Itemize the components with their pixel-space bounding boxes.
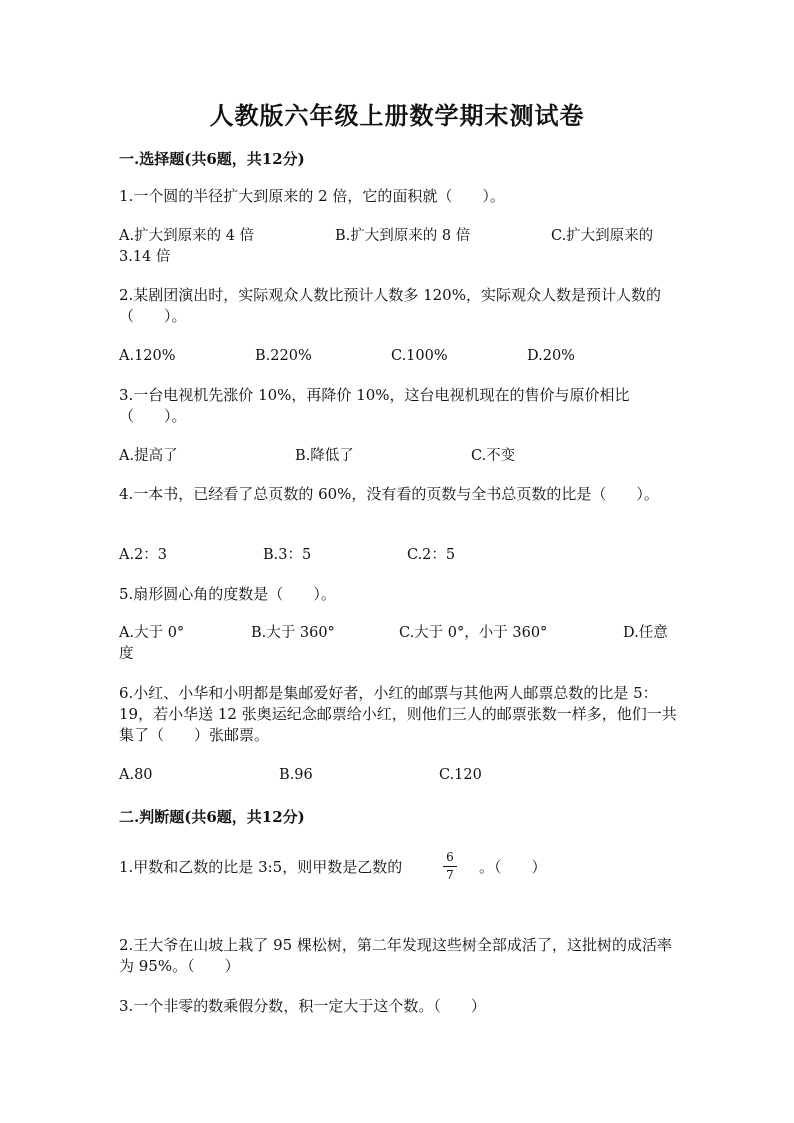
choice-question-5-options [119,623,679,665]
fraction [443,851,457,882]
option-b: B.3：5 [263,547,312,563]
judge-question-1-tail: 。（ ） [479,858,547,876]
option-d: D.任意 [623,625,668,641]
section-heading-choice: 一.选择题(共6题，共12分) [119,150,305,168]
section-heading-judge: 二.判断题(共6题，共12分) [119,808,305,826]
option-b: B.大于 360° [251,625,335,641]
choice-question-4-options [119,545,679,566]
option-a: A.大于 0° [119,625,185,641]
choice-question-1: 1.一个圆的半径扩大到原来的 2 倍，它的面积就（ ）。 [119,187,505,205]
option-c: C.不变 [471,448,516,464]
option-c: C.大于 0°，小于 360° [399,625,548,641]
judge-question-1-text: 1.甲数和乙数的比是 3:5，则甲数是乙数的 [119,858,403,876]
choice-question-3-options [119,446,679,467]
option-b: B.降低了 [295,448,354,464]
judge-question-3: 3.一个非零的数乘假分数，积一定大于这个数。（ ） [119,997,486,1015]
option-a: A.提高了 [119,448,178,464]
option-a: A.2：3 [119,547,168,563]
fraction-numerator: 6 [446,850,454,864]
choice-question-2-options [119,346,679,367]
choice-question-3: 3.一台电视机先涨价 10%，再降价 10%，这台电视机现在的售价与原价相比（ ）。 [119,386,630,425]
choice-question-6: 6.小红、小华和小明都是集邮爱好者，小红的邮票与其他两人邮票总数的比是 5：19，若小华送 12 张奥运纪念邮票给小红，则他们三人的邮票张数一样多，他们一共集了（ ）张邮票。 [119,684,677,744]
choice-question-4: 4.一本书，已经看了总页数的 60%，没有看的页数与全书总页数的比是（ ）。 [119,485,659,503]
option-c: C.100% [391,348,448,364]
judge-question-1 [119,850,679,897]
option-d: D.20% [527,348,575,364]
option-b: B.扩大到原来的 8 倍 [335,228,471,244]
choice-question-2: 2.某剧团演出时，实际观众人数比预计人数多 120%，实际观众人数是预计人数的（ ）。 [119,286,661,325]
fraction-denominator: 7 [446,868,454,882]
option-b: B.220% [255,348,312,364]
option-a: A.120% [119,348,176,364]
page-title: 人教版六年级上册数学期末测试卷 [209,101,585,130]
option-c-continued: 3.14 倍 [119,249,171,265]
choice-question-5: 5.扇形圆心角的度数是（ ）。 [119,585,336,603]
option-d-continued: 度 [119,646,134,662]
option-a: A.扩大到原来的 4 倍 [119,228,255,244]
option-a: A.80 [119,767,153,783]
choice-question-1-options [119,226,679,268]
fraction-bar [443,866,457,867]
option-c: C.120 [439,767,482,783]
option-c: C.2：5 [407,547,456,563]
option-c: C.扩大到原来的 [551,228,654,244]
option-b: B.96 [279,767,313,783]
judge-question-2: 2.王大爷在山坡上栽了 95 棵松树，第二年发现这些树全部成活了，这批树的成活率为 95%。（ ） [119,936,672,975]
choice-question-6-options [119,765,679,786]
